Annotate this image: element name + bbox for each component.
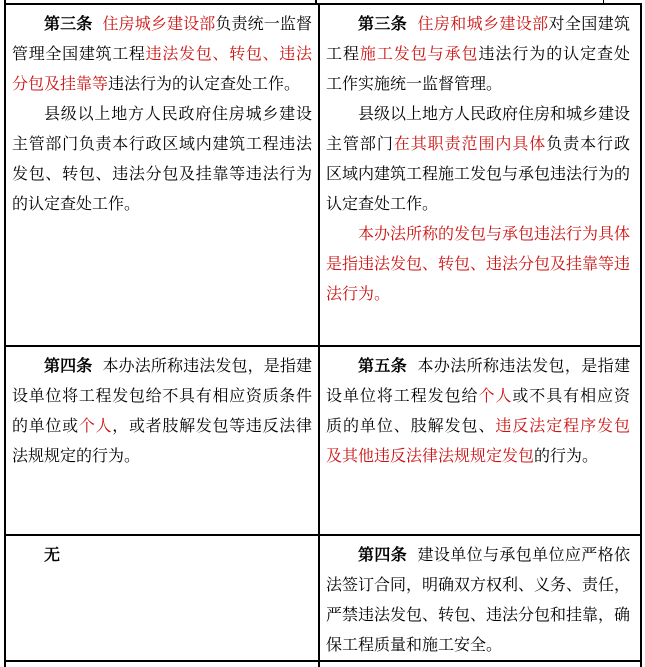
table-cell-old-regulation: [6, 536, 320, 660]
text-segment: 第五条: [358, 358, 408, 375]
revised-text-segment: 住房城乡建设部: [102, 16, 216, 33]
table-cell-old-regulation: [6, 347, 320, 534]
table-row: [6, 536, 640, 662]
table-cell-old-regulation: [6, 5, 320, 345]
revised-text-segment: 住房和城乡建设部: [417, 16, 549, 33]
revised-text-segment: 在其职责范围内具体: [393, 136, 547, 153]
text-segment: 违法行为的认定查处工作实施统一监督管理。: [326, 46, 630, 93]
paragraph: [12, 541, 312, 571]
text-segment: 第三条: [44, 16, 93, 33]
text-segment: 建设单位与承包单位应严格依法签订合同，明确双方权利、义务、责任，严禁违法发包、转包、违法分包和挂靠，确保工程质量和施工安全。: [326, 547, 631, 654]
revised-text-segment: 违法发包、转包、违法分包及挂靠等: [12, 46, 312, 93]
comparison-table: [4, 3, 642, 667]
text-segment: 或不具有相应资质的单位、肢解发包、: [326, 388, 630, 435]
table-cell-new-regulation: [320, 5, 636, 345]
table-row: [6, 5, 640, 347]
text-segment: 负责本行政区域内建筑工程施工发包与承包违法行为的认定查处工作。: [326, 136, 631, 213]
revised-text-segment: 违反法定程序发包及其他违反法律法规规定发包: [326, 418, 630, 465]
paragraph: [326, 541, 630, 660]
paragraph: [326, 220, 630, 310]
text-segment: 本办法所称违法发包，是指建设单位将工程发包给不具有相应资质条件的单位或: [12, 358, 312, 435]
revised-text-segment: 施工发包与承包: [359, 46, 479, 63]
text-segment: 对全国建筑工程: [326, 16, 630, 63]
revised-text-segment: 本办法所称的发包与承包违法行为具体是指违法发包、转包、违法分包及挂靠等违法行为。: [326, 226, 631, 303]
text-segment: 第四条: [358, 547, 408, 564]
text-segment: 无: [44, 547, 61, 564]
text-segment: 第四条: [44, 358, 93, 375]
table-cell-old-regulation: [6, 662, 320, 667]
table-cell-new-regulation: [320, 662, 636, 667]
text-segment: 第三条: [358, 16, 408, 33]
paragraph: [326, 352, 630, 472]
revised-text-segment: 个人: [478, 388, 513, 405]
text-segment: 负责统一监督管理全国建筑工程: [12, 16, 312, 63]
table-cell-new-regulation: [320, 347, 636, 534]
text-segment: 违法行为的认定查处工作。: [108, 76, 301, 93]
text-segment: 本办法所称违法发包，是指建设单位将工程发包给: [326, 358, 630, 405]
table-row-partial: [6, 662, 640, 667]
revised-text-segment: 个人: [78, 418, 113, 435]
paragraph: [326, 10, 630, 100]
table-row: [6, 347, 640, 536]
paragraph: [12, 100, 312, 220]
paragraph: [12, 10, 312, 100]
text-segment: 县级以上地方人民政府住房和城乡建设主管部门: [326, 106, 631, 153]
text-segment: 县级以上地方人民政府住房城乡建设主管部门负责本行政区域内建筑工程违法发包、转包、违法分包及挂靠等违法行为的认定查处工作。: [12, 106, 312, 213]
table-cell-new-regulation: [320, 536, 636, 660]
text-segment: ，或者肢解发包等违反法律法规规定的行为。: [12, 418, 312, 465]
text-segment: 的行为。: [534, 448, 599, 465]
paragraph: [12, 352, 312, 472]
paragraph: [326, 100, 630, 220]
